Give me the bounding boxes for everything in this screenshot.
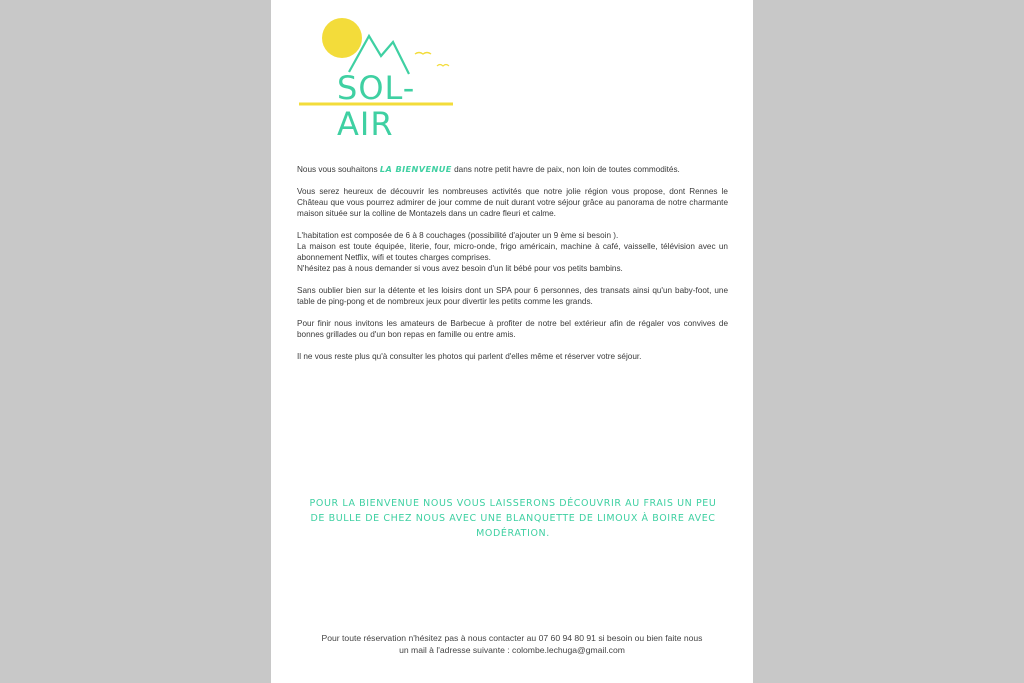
document-page <box>271 0 753 683</box>
footer-line-2: un mail à l'adresse suivante : colombe.lechuga@gmail.com <box>399 645 625 655</box>
welcome-message: POUR LA BIENVENUE NOUS VOUS LAISSERONS DÉCOUVRIR AU FRAIS UN PEU DE BULLE DE CHEZ NOUS AVEC UNE BLANQUETTE DE LIMOUX À BOIRE AVEC MODÉRATION. <box>309 498 717 539</box>
intro-paragraph <box>297 164 728 175</box>
footer-line-1: Pour toute réservation n'hésitez pas à nous contacter au 07 60 94 80 91 si besoin ou bien faite nous <box>321 633 703 643</box>
intro-after: dans notre petit havre de paix, non loin de toutes commodités. <box>451 165 680 174</box>
bird-icon <box>415 53 431 55</box>
spa-paragraph: Sans oublier bien sur la détente et les loisirs dont un SPA pour 6 personnes, des transats ainsi qu'un baby-foot, une table de ping-pong et de nombreux jeux pour divertir les petits comme les grands. <box>297 286 728 306</box>
contact-footer <box>291 632 733 656</box>
sun-icon <box>322 18 362 58</box>
barbecue-paragraph: Pour finir nous invitons les amateurs de Barbecue à profiter de notre bel extérieur afin de régaler vos convives de bonnes grillades ou d'un bon repas en famille ou entre amis. <box>297 319 728 339</box>
sol-air-logo <box>297 12 467 143</box>
intro-before: Nous vous souhaitons <box>297 165 380 174</box>
activities-paragraph: Vous serez heureux de découvrir les nombreuses activités que notre jolie région vous propose, dont Rennes le Château que vous pourrez admirer de jour comme de nuit durant votre séjour grâce au panorama de notre charmante maison située sur la colline de Montazels dans un cadre fleuri et calme. <box>297 187 728 218</box>
bird-icon-small <box>437 65 449 67</box>
habitation-line-3: N'hésitez pas à nous demander si vous avez besoin d'un lit bébé pour vos petits bambins. <box>297 264 623 273</box>
logo-text: SOL-AIR <box>337 69 416 143</box>
photos-paragraph: Il ne vous reste plus qu'à consulter les photos qui parlent d'elles même et réserver votre séjour. <box>297 352 642 361</box>
intro-highlight: LA BIENVENUE <box>379 164 452 174</box>
habitation-line-2: La maison est toute équipée, literie, four, micro-onde, frigo américain, machine à café, vaisselle, télévision avec un abonnement Netflix, wifi et toutes charges comprises. <box>297 242 728 262</box>
description-body <box>297 164 728 373</box>
habitation-line-1: L'habitation est composée de 6 à 8 couchages (possibilité d'ajouter un 9 ème si besoin ). <box>297 231 619 240</box>
